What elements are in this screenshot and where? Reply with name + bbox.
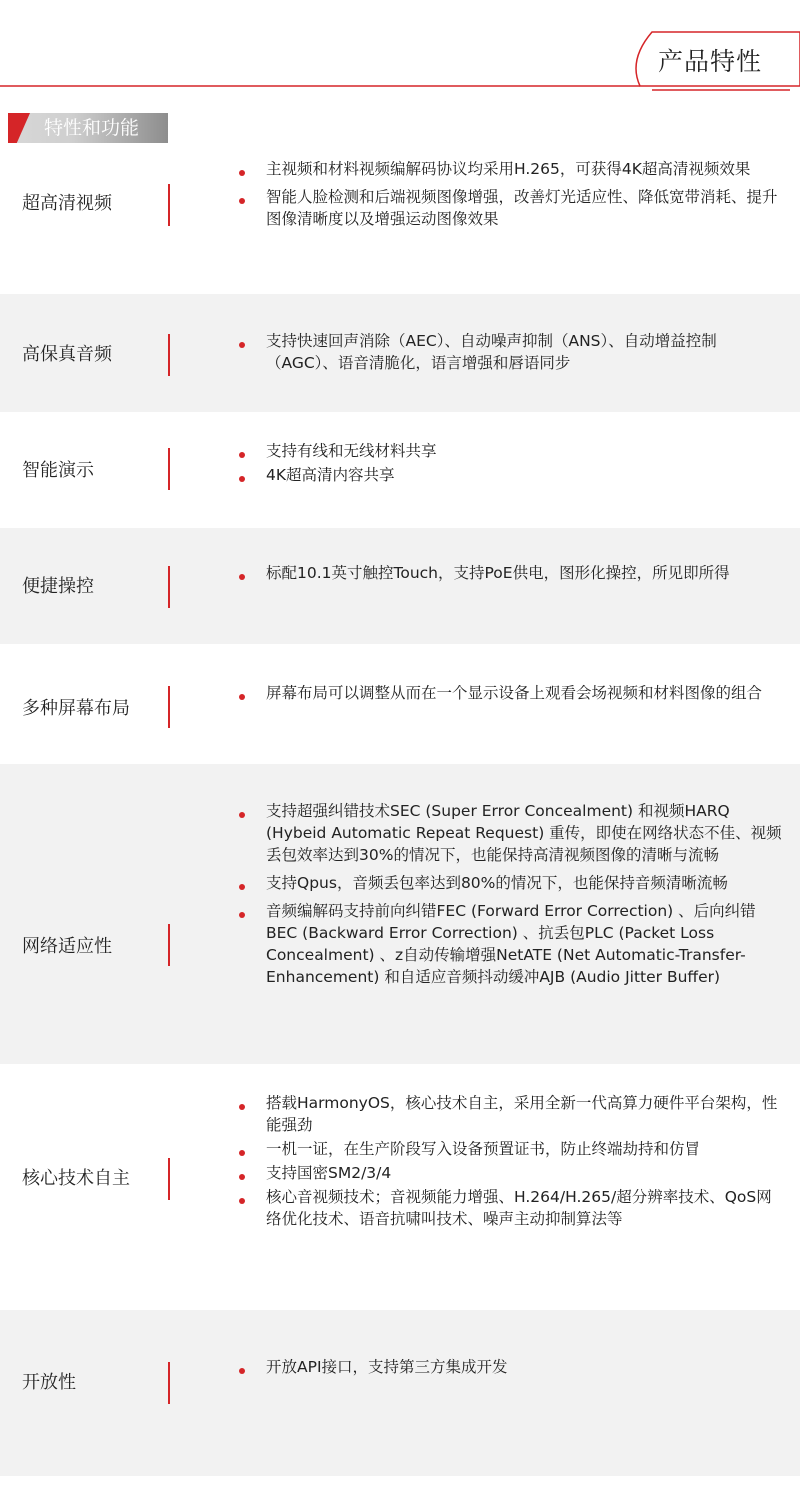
feature-bullet: 支持Qpus，音频丢包率达到80%的情况下，也能保持音频清晰流畅 (236, 872, 784, 894)
feature-row-network-adaptability (0, 764, 800, 1064)
feature-bullet: 4K超高清内容共享 (236, 464, 784, 486)
feature-label: 超高清视频 (22, 193, 112, 214)
feature-bullet: 搭载HarmonyOS，核心技术自主，采用全新一代高算力硬件平台架构，性能强劲 (236, 1092, 784, 1136)
feature-divider (168, 924, 170, 966)
feature-bullet: 主视频和材料视频编解码协议均采用H.265，可获得4K超高清视频效果 (236, 158, 784, 180)
feature-row-hifi-audio (0, 294, 800, 412)
feature-divider (168, 448, 170, 490)
feature-bullet: 核心音视频技术；音视频能力增强、H.264/H.265/超分辨率技术、QoS网络优化技术、语音抗啸叫技术、噪声主动抑制算法等 (236, 1186, 784, 1230)
feature-label: 核心技术自主 (22, 1168, 130, 1189)
feature-row-core-tech (0, 1064, 800, 1290)
page-title: 产品特性 (658, 47, 763, 76)
feature-bullet: 音频编解码支持前向纠错FEC (Forward Error Correction) 、后向纠错BEC (Backward Error Correction) 、抗丢包PLC (Packet Loss Concealment) 、z自动传输增强NetATE (Net Automatic-Transfer-Enhancement) 和自适应音频抖动缓冲AJB (Audio Jitter Buffer) (236, 900, 784, 988)
feature-divider (168, 184, 170, 226)
feature-bullet: 屏幕布局可以调整从而在一个显示设备上观看会场视频和材料图像的组合 (236, 682, 784, 704)
feature-label: 网络适应性 (22, 936, 112, 957)
feature-bullets (236, 1092, 784, 1232)
feature-bullet: 支持超强纠错技术SEC (Super Error Concealment) 和视频HARQ (Hybeid Automatic Repeat Request) 重传，即使在网络状态不佳、视频丢包效率达到30%的情况下，也能保持高清视频图像的清晰与流畅 (236, 800, 784, 866)
feature-divider (168, 1362, 170, 1404)
feature-row-openness (0, 1310, 800, 1476)
feature-row-smart-presentation (0, 412, 800, 528)
feature-bullet: 开放API接口，支持第三方集成开发 (236, 1356, 784, 1378)
feature-bullets (236, 800, 784, 994)
feature-bullets (236, 1356, 784, 1384)
feature-bullet: 标配10.1英寸触控Touch，支持PoE供电，图形化操控，所见即所得 (236, 562, 784, 584)
feature-row-screen-layout (0, 644, 800, 764)
page-header (0, 0, 800, 100)
feature-bullets (236, 158, 784, 236)
feature-bullets (236, 562, 784, 590)
feature-bullets (236, 440, 784, 488)
feature-bullet: 支持快速回声消除（AEC）、自动噪声抑制（ANS）、自动增益控制（AGC）、语音清脆化，语言增强和唇语同步 (236, 330, 784, 374)
feature-bullet: 支持国密SM2/3/4 (236, 1162, 784, 1184)
section-title: 特性和功能 (44, 117, 140, 139)
feature-label: 智能演示 (22, 460, 94, 481)
feature-row-ultra-hd-video (0, 146, 800, 270)
feature-bullet: 支持有线和无线材料共享 (236, 440, 784, 462)
feature-divider (168, 566, 170, 608)
feature-label: 便捷操控 (22, 576, 94, 597)
feature-divider (168, 686, 170, 728)
feature-bullets (236, 682, 784, 710)
feature-divider (168, 1158, 170, 1200)
feature-bullet: 智能人脸检测和后端视频图像增强，改善灯光适应性、降低宽带消耗、提升图像清晰度以及增强运动图像效果 (236, 186, 784, 230)
feature-label: 开放性 (22, 1372, 76, 1393)
feature-bullet: 一机一证，在生产阶段写入设备预置证书，防止终端劫持和仿冒 (236, 1138, 784, 1160)
feature-bullets (236, 330, 784, 380)
feature-divider (168, 334, 170, 376)
feature-label: 高保真音频 (22, 344, 112, 365)
feature-label: 多种屏幕布局 (22, 698, 130, 719)
feature-row-easy-control (0, 528, 800, 644)
